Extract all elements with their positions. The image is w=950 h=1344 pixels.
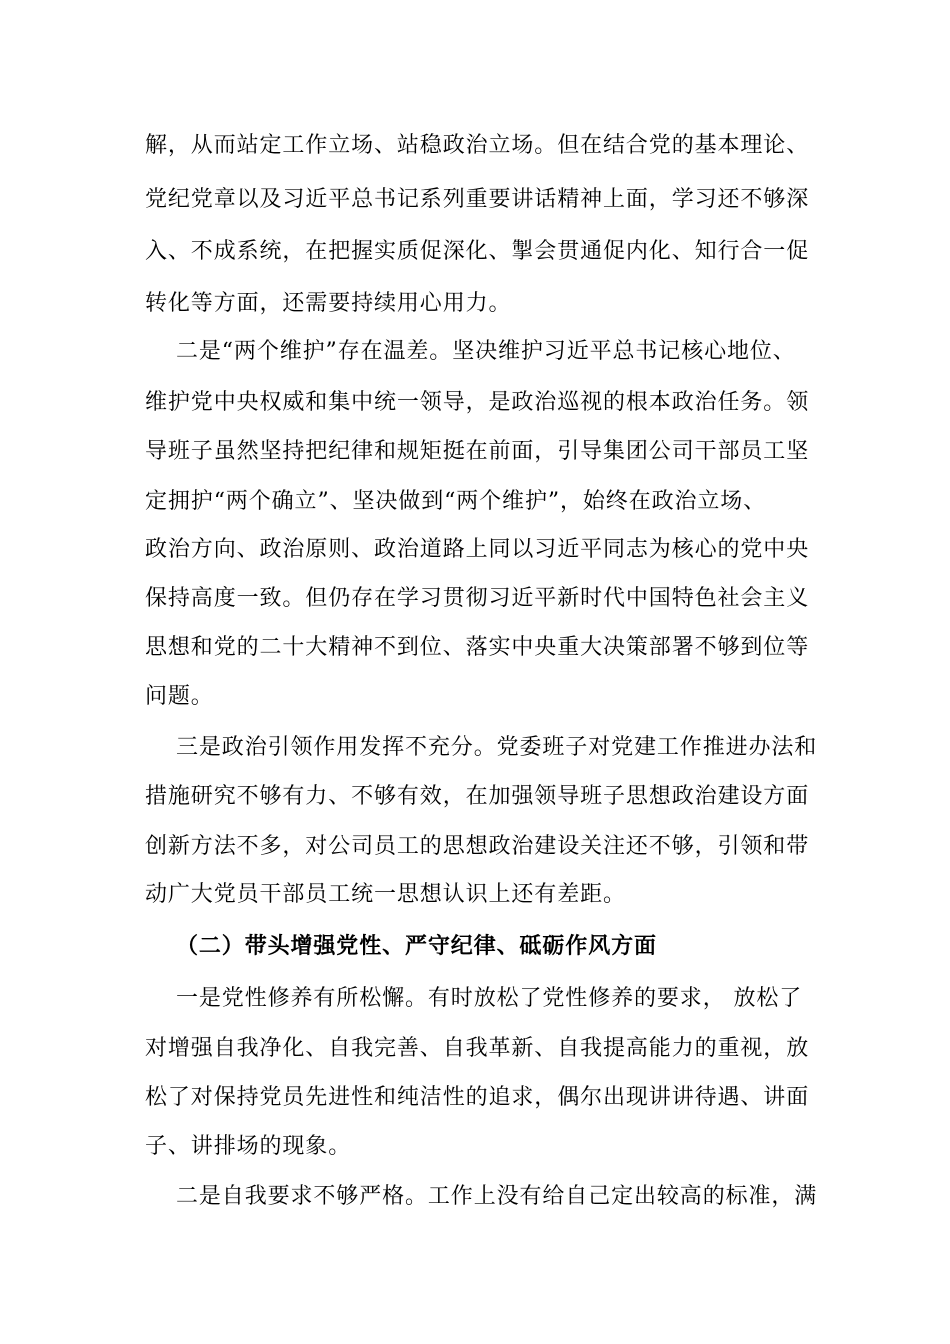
section-heading: （二）带头增强党性、严守纪律、砥砺作风方面 [176,933,657,959]
text-line: 动广大党员干部员工统一思想认识上还有差距。 [145,882,626,907]
text-line: 解，从而站定工作立场、站稳政治立场。但在结合党的基本理论、 [145,133,810,158]
text-line: 政治方向、政治原则、政治道路上同以习近平同志为核心的党中央 [145,537,810,562]
text-line: 定拥护“两个确立”、坚决做到“两个维护”，始终在政治立场、 [145,489,767,514]
paragraph-start-line: 二是自我要求不够严格。工作上没有给自己定出较高的标准，满 [176,1184,818,1209]
text-line: 问题。 [145,684,214,709]
text-line: 措施研究不够有力、不够有效，在加强领导班子思想政治建设方面 [145,784,810,809]
text-line: 保持高度一致。但仍存在学习贯彻习近平新时代中国特色社会主义 [145,586,810,611]
text-line: 松了对保持党员先进性和纯洁性的追求，偶尔出现讲讲待遇、讲面 [145,1085,810,1110]
text-line: 入、不成系统，在把握实质促深化、掣会贯通促内化、知行合一促 [145,239,810,264]
text-line: 对增强自我净化、自我完善、自我革新、自我提高能力的重视，放 [145,1036,810,1061]
text-line: 思想和党的二十大精神不到位、落实中央重大决策部署不够到位等 [145,635,810,660]
paragraph-start-line: 三是政治引领作用发挥不充分。党委班子对党建工作推进办法和 [176,735,818,760]
text-line: 子、讲排场的现象。 [145,1134,352,1159]
paragraph-start-line: 一是党性修养有所松懈。有时放松了党性修养的要求， 放松了 [176,986,803,1011]
text-line: 维护党中央权威和集中统一领导，是政治巡视的根本政治任务。领 [145,390,810,415]
text-line: 党纪党章以及习近平总书记系列重要讲话精神上面，学习还不够深 [145,187,810,212]
text-line: 创新方法不多，对公司员工的思想政治建设关注还不够，引领和带 [145,834,810,859]
paragraph-start-line: 二是“两个维护”存在温差。坚决维护习近平总书记核心地位、 [176,339,796,364]
text-line: 导班子虽然坚持把纪律和规矩挺在前面，引导集团公司干部员工坚 [145,439,810,464]
text-line: 转化等方面，还需要持续用心用力。 [145,291,512,316]
